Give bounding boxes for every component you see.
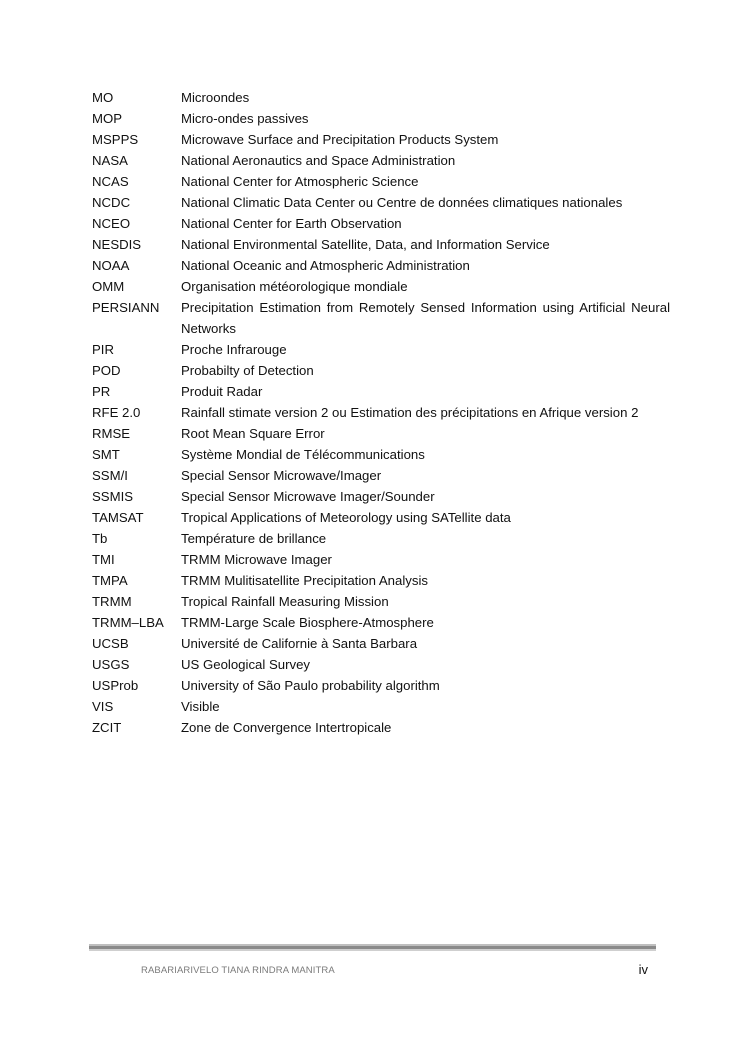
- abbreviation-term: Tb: [92, 531, 108, 546]
- abbreviation-term: NCDC: [92, 195, 131, 210]
- abbreviation-row-zcit: [92, 717, 670, 738]
- abbreviation-definition: TRMM Microwave Imager: [181, 552, 332, 567]
- abbreviation-row-smt: [92, 444, 670, 465]
- abbreviation-row-mspps: [92, 129, 670, 150]
- abbreviation-definition: Microwave Surface and Precipitation Products System: [181, 132, 499, 147]
- abbreviation-term: NOAA: [92, 258, 130, 273]
- abbreviation-row-rfe: [92, 402, 670, 423]
- abbreviation-row-nesdis: [92, 234, 670, 255]
- footer-author: RABARIARIVELO TIANA RINDRA MANITRA: [141, 965, 335, 976]
- abbreviation-row-ssmis: [92, 486, 670, 507]
- abbreviation-definition: Proche Infrarouge: [181, 342, 287, 357]
- abbreviation-definition: TRMM-Large Scale Biosphere-Atmosphere: [181, 615, 434, 630]
- abbreviation-list: [92, 87, 670, 738]
- abbreviation-term: USProb: [92, 678, 139, 693]
- abbreviation-row-nasa: [92, 150, 670, 171]
- abbreviation-term: OMM: [92, 279, 125, 294]
- abbreviation-definition: Visible: [181, 699, 220, 714]
- abbreviation-term: MO: [92, 90, 114, 105]
- abbreviation-definition: National Aeronautics and Space Administration: [181, 153, 456, 168]
- abbreviation-row-ucsb: [92, 633, 670, 654]
- abbreviation-definition: Tropical Applications of Meteorology using SATellite data: [181, 510, 511, 525]
- abbreviation-row-usgs: [92, 654, 670, 675]
- abbreviation-definition: Root Mean Square Error: [181, 426, 325, 441]
- abbreviation-term: NESDIS: [92, 237, 142, 252]
- abbreviation-term: TMI: [92, 552, 115, 567]
- abbreviation-term: SMT: [92, 447, 120, 462]
- abbreviation-definition: National Center for Atmospheric Science: [181, 174, 419, 189]
- abbreviation-definition: National Oceanic and Atmospheric Administration: [181, 258, 470, 273]
- abbreviation-row-trmm-lba: [92, 612, 670, 633]
- abbreviation-term: PR: [92, 384, 111, 399]
- abbreviation-definition: University of São Paulo probability algorithm: [181, 678, 440, 693]
- abbreviation-row-noaa: [92, 255, 670, 276]
- abbreviation-definition: Organisation météorologique mondiale: [181, 279, 408, 294]
- abbreviation-term: MSPPS: [92, 132, 139, 147]
- abbreviation-row-pod: [92, 360, 670, 381]
- abbreviation-definition: Precipitation Estimation from Remotely Sensed Information using Artificial Neural Networks: [181, 300, 670, 336]
- abbreviation-row-pir: [92, 339, 670, 360]
- abbreviation-term: SSMIS: [92, 489, 134, 504]
- abbreviation-definition: Tropical Rainfall Measuring Mission: [181, 594, 389, 609]
- abbreviation-term: SSM/I: [92, 468, 128, 483]
- abbreviation-term: ZCIT: [92, 720, 122, 735]
- abbreviation-row-mop: [92, 108, 670, 129]
- abbreviation-row-tb: [92, 528, 670, 549]
- page-number: iv: [638, 962, 648, 977]
- abbreviation-row-nceo: [92, 213, 670, 234]
- abbreviation-term: UCSB: [92, 636, 129, 651]
- abbreviation-term: RFE 2.0: [92, 405, 141, 420]
- abbreviation-row-persiann: [92, 297, 670, 339]
- abbreviation-definition: Rainfall stimate version 2 ou Estimation des précipitations en Afrique version 2: [181, 405, 639, 420]
- abbreviation-term: NASA: [92, 153, 128, 168]
- abbreviation-term: NCAS: [92, 174, 129, 189]
- abbreviation-definition: Special Sensor Microwave/Imager: [181, 468, 382, 483]
- abbreviation-row-tmi: [92, 549, 670, 570]
- abbreviation-definition: Micro-ondes passives: [181, 111, 309, 126]
- abbreviation-row-vis: [92, 696, 670, 717]
- abbreviation-row-pr: [92, 381, 670, 402]
- abbreviation-term: TMPA: [92, 573, 128, 588]
- abbreviation-row-usprob: [92, 675, 670, 696]
- abbreviation-term: TRMM: [92, 594, 132, 609]
- abbreviation-definition: Température de brillance: [181, 531, 327, 546]
- abbreviation-definition: Produit Radar: [181, 384, 263, 399]
- abbreviation-term: TRMM–LBA: [92, 615, 164, 630]
- abbreviation-definition: Microondes: [181, 90, 250, 105]
- abbreviation-definition: TRMM Mulitisatellite Precipitation Analysis: [181, 573, 428, 588]
- abbreviation-definition: Probabilty of Detection: [181, 363, 314, 378]
- abbreviation-definition: Système Mondial de Télécommunications: [181, 447, 425, 462]
- abbreviation-definition: Special Sensor Microwave Imager/Sounder: [181, 489, 435, 504]
- abbreviation-term: USGS: [92, 657, 130, 672]
- abbreviation-term: RMSE: [92, 426, 131, 441]
- abbreviation-row-ncdc: [92, 192, 670, 213]
- abbreviation-definition: Zone de Convergence Intertropicale: [181, 720, 392, 735]
- abbreviation-row-ssmi: [92, 465, 670, 486]
- abbreviation-term: PERSIANN: [92, 300, 160, 315]
- abbreviation-term: POD: [92, 363, 121, 378]
- abbreviation-row-omm: [92, 276, 670, 297]
- abbreviation-row-ncas: [92, 171, 670, 192]
- abbreviation-definition: Université de Californie à Santa Barbara: [181, 636, 418, 651]
- abbreviation-definition: US Geological Survey: [181, 657, 311, 672]
- abbreviation-row-rmse: [92, 423, 670, 444]
- abbreviation-row-trmm: [92, 591, 670, 612]
- abbreviation-term: MOP: [92, 111, 123, 126]
- abbreviation-term: TAMSAT: [92, 510, 144, 525]
- footer-divider: [89, 944, 656, 951]
- abbreviation-definition: National Climatic Data Center ou Centre de données climatiques nationales: [181, 195, 623, 210]
- abbreviation-term: PIR: [92, 342, 114, 357]
- abbreviation-definition: National Environmental Satellite, Data, and Information Service: [181, 237, 550, 252]
- abbreviation-row-mo: [92, 87, 670, 108]
- abbreviation-term: NCEO: [92, 216, 131, 231]
- abbreviation-row-tmpa: [92, 570, 670, 591]
- abbreviation-definition: National Center for Earth Observation: [181, 216, 402, 231]
- abbreviation-row-tamsat: [92, 507, 670, 528]
- abbreviation-term: VIS: [92, 699, 114, 714]
